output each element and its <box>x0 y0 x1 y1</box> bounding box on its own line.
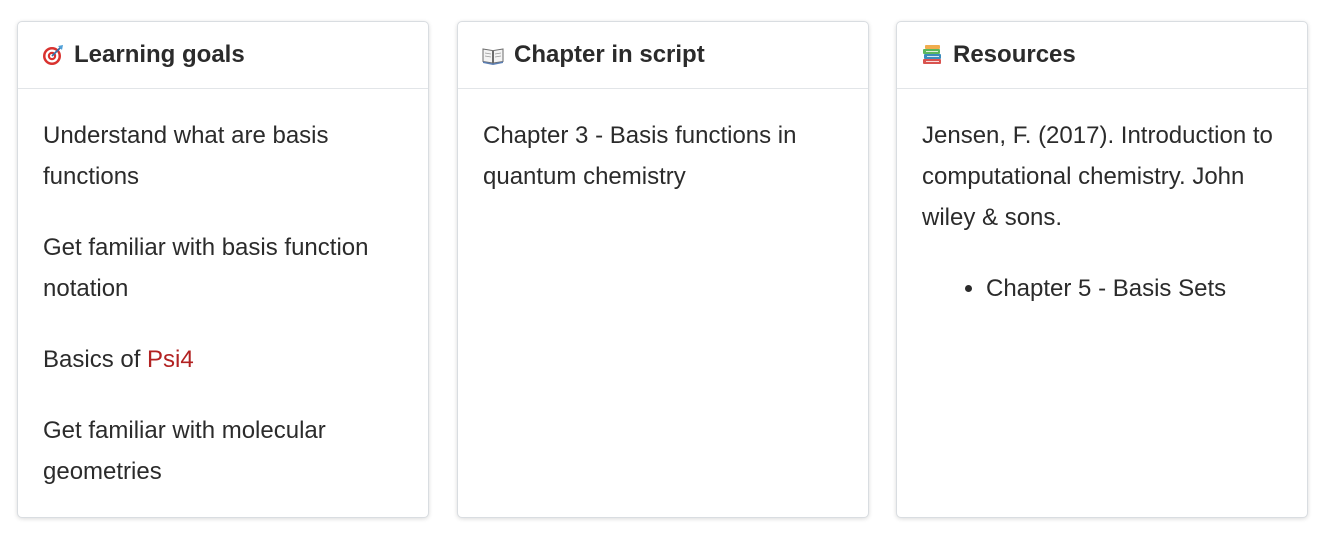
resources-card <box>896 21 1308 518</box>
open-book-icon <box>482 44 504 66</box>
learning-goals-card <box>17 21 429 518</box>
card-title: Resources <box>953 41 1076 68</box>
card-header <box>18 22 428 89</box>
psi4-link[interactable]: Psi4 <box>147 346 194 373</box>
card-body <box>458 89 868 197</box>
card-title: Chapter in script <box>514 41 705 68</box>
goal-item: Understand what are basis functions <box>43 122 329 190</box>
chapter-in-script-card <box>457 21 869 518</box>
card-header <box>897 22 1307 89</box>
goal-item: Get familiar with basis function notation <box>43 234 369 302</box>
target-icon <box>42 44 64 66</box>
goal-prefix: Basics of <box>43 346 148 373</box>
list-item: • Chapter 5 - Basis Sets <box>986 268 1283 309</box>
card-title: Learning goals <box>74 41 245 68</box>
resource-list <box>922 268 1283 309</box>
card-body <box>897 89 1307 309</box>
reference-text: Jensen, F. (2017). Introduction to computational chemistry. John wiley & sons. <box>922 122 1273 231</box>
chapter-text: Chapter 3 - Basis functions in quantum chemistry <box>483 122 797 190</box>
goal-item <box>43 339 404 380</box>
card-body <box>18 89 428 492</box>
card-header <box>458 22 868 89</box>
goal-item: Get familiar with molecular geometries <box>43 417 326 485</box>
books-icon <box>921 44 943 66</box>
